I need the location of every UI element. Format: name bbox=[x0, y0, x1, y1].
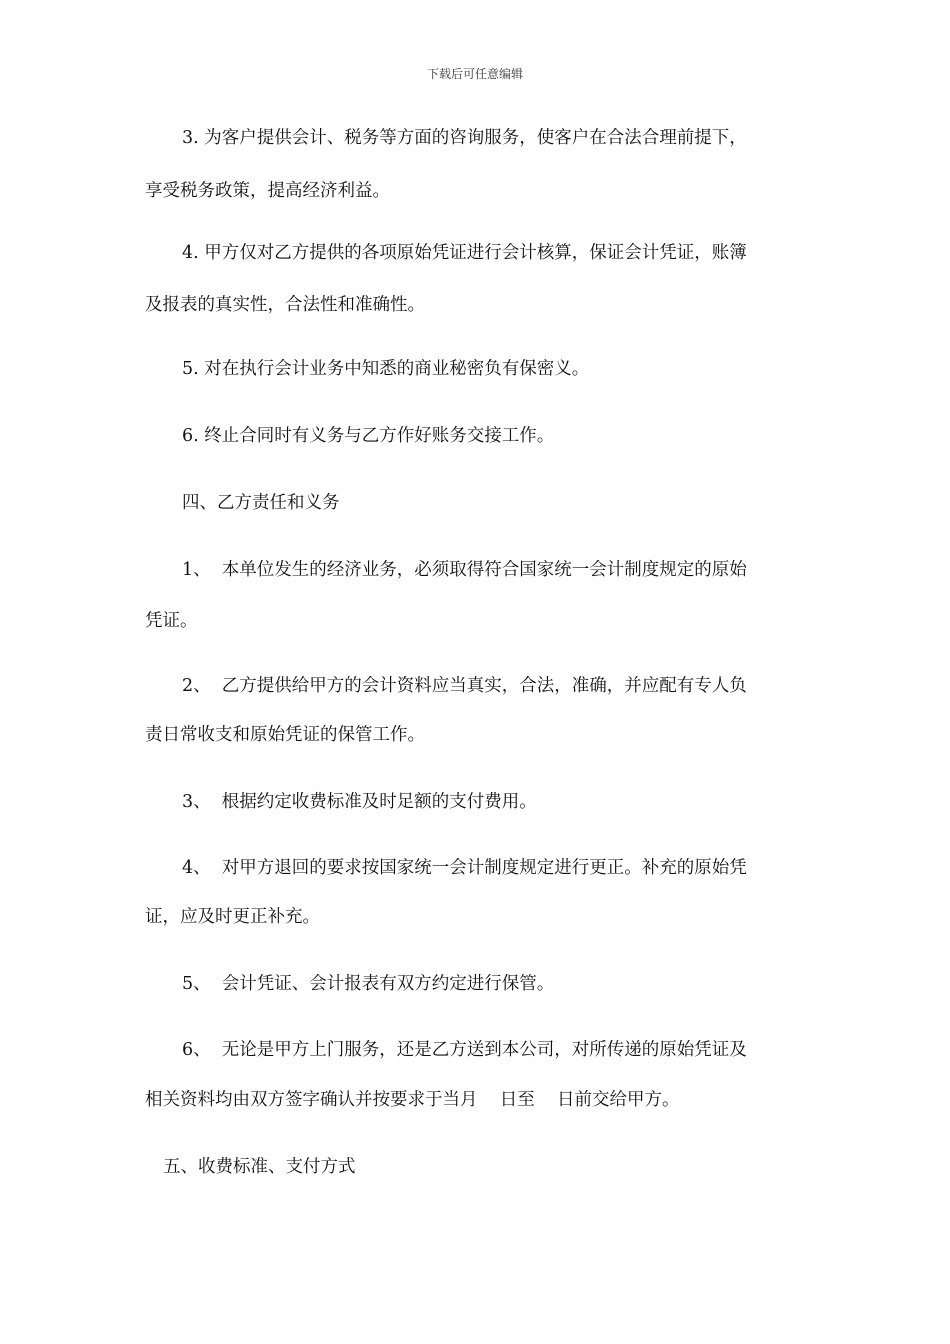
item-4-line-2: 及报表的真实性，合法性和准确性。 bbox=[145, 295, 425, 315]
duty-1-line-1: 1、 本单位发生的经济业务，必须取得符合国家统一会计制度规定的原始 bbox=[182, 560, 747, 580]
duty-2-line-1: 2、 乙方提供给甲方的会计资料应当真实，合法，准确，并应配有专人负 bbox=[182, 676, 747, 696]
duty-3-line: 3、 根据约定收费标准及时足额的支付费用。 bbox=[182, 792, 537, 812]
duty-5-line: 5、 会计凭证、会计报表有双方约定进行保管。 bbox=[182, 974, 555, 994]
section-four-heading: 四、乙方责任和义务 bbox=[182, 493, 340, 513]
item-5-line: 5. 对在执行会计业务中知悉的商业秘密负有保密义。 bbox=[182, 359, 590, 379]
section-five-heading: 五、收费标准、支付方式 bbox=[163, 1157, 356, 1177]
duty-6-line-1: 6、 无论是甲方上门服务，还是乙方送到本公司，对所传递的原始凭证及 bbox=[182, 1040, 747, 1060]
duty-4-line-1: 4、 对甲方退回的要求按国家统一会计制度规定进行更正。补充的原始凭 bbox=[182, 858, 747, 878]
item-4-line-1: 4. 甲方仅对乙方提供的各项原始凭证进行会计核算，保证会计凭证，账簿 bbox=[182, 243, 747, 263]
item-3-line-2: 享受税务政策，提高经济利益。 bbox=[145, 181, 390, 201]
duty-1-line-2: 凭证。 bbox=[145, 611, 198, 631]
page-header: 下载后可任意编辑 bbox=[426, 67, 523, 81]
item-3-line-1: 3. 为客户提供会计、税务等方面的咨询服务，使客户在合法合理前提下， bbox=[182, 128, 747, 148]
duty-2-line-2: 责日常收支和原始凭证的保管工作。 bbox=[145, 725, 425, 745]
duty-6-line-2: 相关资料均由双方签字确认并按要求于当月 日至 日前交给甲方。 bbox=[145, 1090, 680, 1110]
item-6-line: 6. 终止合同时有义务与乙方作好账务交接工作。 bbox=[182, 426, 555, 446]
duty-4-line-2: 证，应及时更正补充。 bbox=[145, 907, 320, 927]
